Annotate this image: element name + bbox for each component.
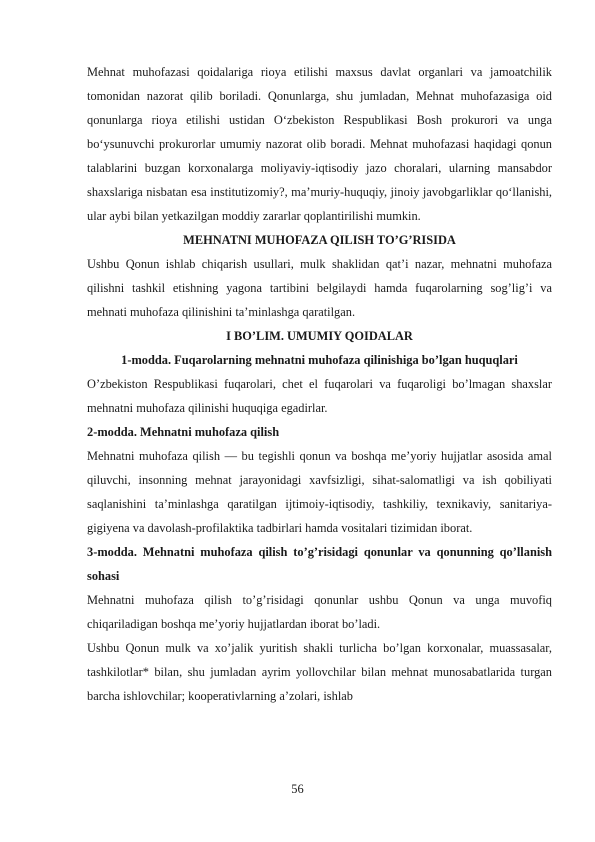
page-number: 56: [291, 782, 304, 796]
page-body: [87, 60, 552, 708]
article-1-heading: 1-modda. Fuqarolarning mehnatni muhofaza qilinishiga bo’lgan huquqlari: [121, 353, 518, 367]
article-1-text: O’zbekiston Respublikasi fuqarolari, chet el fuqarolari va fuqaroligi bo’lmagan shaxslar mehnatni muhofaza qilinishi huquqiga egadirlar.: [87, 377, 552, 415]
law-title: MEHNATNI MUHOFAZA QILISH TO’G’RISIDA: [183, 233, 456, 247]
article-3-text-2: Ushbu Qonun mulk va xo’jalik yuritish shakli turlicha bo’lgan korxonalar, muassasalar, tashkilotlar* bilan, shu jumladan ayrim yollovchilar bilan mehnat munosabatlarida turgan barcha ishlovchilar; kooperativlarning a’zolari, ishlab: [87, 641, 552, 703]
intro-paragraph: Mehnat muhofazasi qoidalariga rioya etilishi maxsus davlat organlari va jamoatchilik tomonidan nazorat qilib boriladi. Qonunlarga, shu jumladan, Mehnat muhofazasiga oid qonunlarga rioya etilishi ustidan O‘zbekiston Respublikasi Bosh prokurori va unga bo‘ysunuvchi prokurorlar umumiy nazorat olib boradi. Mehnat muhofazasi haqidagi qonun talablarini buzgan korxonalarga moliyaviy-iqtisodiy jazo choralari, ularning mansabdor shaxslariga nisbatan esa institutizomiy?, ma’muriy-huquqiy, jinoiy javobgarliklar qo‘llanishi, ular aybi bilan yetkazilgan moddiy zararlar qoplantirilishi mumkin.: [87, 65, 552, 223]
preamble-paragraph: Ushbu Qonun ishlab chiqarish usullari, mulk shaklidan qat’i nazar, mehnatni muhofaza qilishni tashkil etishning yagona tartibini belgilaydi hamda fuqarolarning sog’lig’i va mehnati muhofaza qilinishini ta’minlashga qaratilgan.: [87, 257, 552, 319]
article-2-text: Mehnatni muhofaza qilish — bu tegishli qonun va boshqa me’yoriy hujjatlar asosida amal qiluvchi, insonning mehnat jarayonidagi xavfsizligi, sihat-salomatligi va ish qobiliyati saqlanishini ta’minlashga qaratilgan ijtimoiy-iqtisodiy, tashkiliy, texnikaviy, sanitariya-gigiyena va davolash-profilaktika tadbirlari hamda vositalari tizimidan iborat.: [87, 449, 552, 535]
article-3-heading: 3-modda. Mehnatni muhofaza qilish to’g’risidagi qonunlar va qonunning qo’llanish sohasi: [87, 545, 552, 583]
article-2-heading: 2-modda. Mehnatni muhofaza qilish: [87, 425, 280, 439]
section-heading: I BO’LIM. UMUMIY QOIDALAR: [226, 329, 413, 343]
article-3-text-1: Mehnatni muhofaza qilish to’g’risidagi qonunlar ushbu Qonun va unga muvofiq chiqariladigan boshqa me’yoriy hujjatlardan iborat bo’ladi.: [87, 593, 552, 631]
